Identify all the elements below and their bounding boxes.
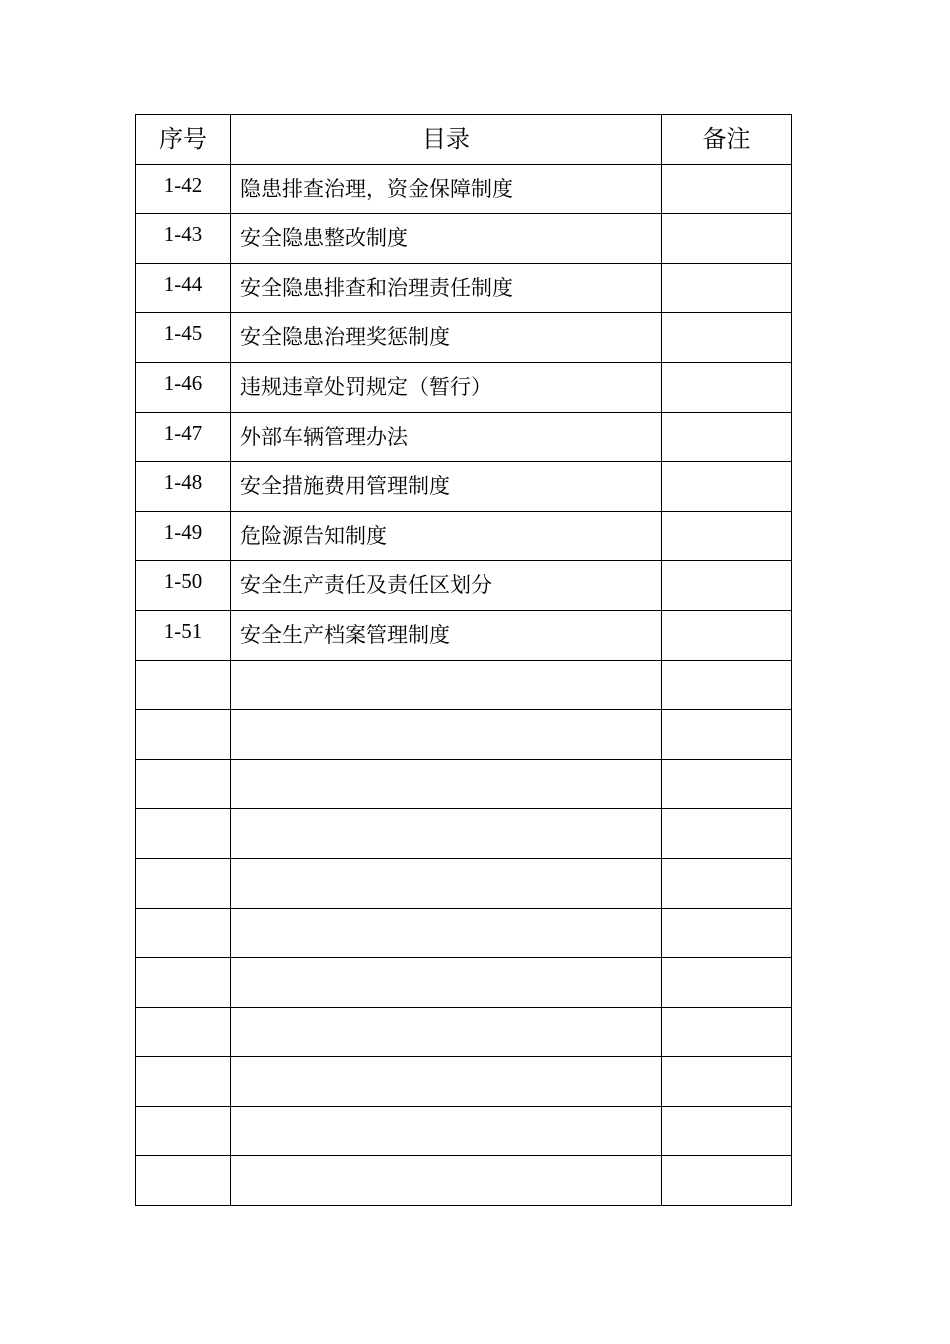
- row-title: [231, 908, 662, 958]
- row-remarks: [662, 660, 792, 710]
- row-remarks: [662, 908, 792, 958]
- row-title: [231, 1156, 662, 1206]
- row-remarks: [662, 710, 792, 760]
- row-remarks: [662, 610, 792, 660]
- row-serial-number: [136, 710, 231, 760]
- table-row: [136, 759, 792, 809]
- row-serial-number: [136, 1057, 231, 1107]
- row-remarks: [662, 362, 792, 412]
- row-remarks: [662, 214, 792, 264]
- row-serial-number: [136, 858, 231, 908]
- row-title: 安全隐患治理奖惩制度: [231, 313, 662, 363]
- table-row: [136, 561, 792, 611]
- row-serial-number: [136, 809, 231, 859]
- table-row: [136, 710, 792, 760]
- table-row: [136, 313, 792, 363]
- row-serial-number: [136, 958, 231, 1008]
- row-serial-number: 1-43: [136, 214, 231, 264]
- row-remarks: [662, 1106, 792, 1156]
- row-title: [231, 660, 662, 710]
- header-remarks: 备注: [662, 115, 792, 165]
- row-title: 危险源告知制度: [231, 511, 662, 561]
- row-serial-number: [136, 660, 231, 710]
- table-row: [136, 858, 792, 908]
- row-serial-number: 1-42: [136, 164, 231, 214]
- table-row: [136, 462, 792, 512]
- row-serial-number: 1-46: [136, 362, 231, 412]
- row-serial-number: 1-48: [136, 462, 231, 512]
- row-remarks: [662, 1156, 792, 1206]
- row-title: [231, 958, 662, 1008]
- row-serial-number: [136, 1156, 231, 1206]
- table-row: [136, 809, 792, 859]
- row-serial-number: [136, 908, 231, 958]
- row-title: 违规违章处罚规定（暂行）: [231, 362, 662, 412]
- row-serial-number: 1-47: [136, 412, 231, 462]
- row-remarks: [662, 511, 792, 561]
- table-row: [136, 362, 792, 412]
- table-row: [136, 1156, 792, 1206]
- row-title: 隐患排查治理，资金保障制度: [231, 164, 662, 214]
- row-remarks: [662, 313, 792, 363]
- table-row: [136, 412, 792, 462]
- row-remarks: [662, 809, 792, 859]
- row-title: [231, 759, 662, 809]
- row-title: 外部车辆管理办法: [231, 412, 662, 462]
- row-title: 安全措施费用管理制度: [231, 462, 662, 512]
- row-remarks: [662, 462, 792, 512]
- table-row: [136, 610, 792, 660]
- header-serial-number: 序号: [136, 115, 231, 165]
- row-remarks: [662, 561, 792, 611]
- row-title: [231, 1057, 662, 1107]
- row-title: [231, 710, 662, 760]
- row-remarks: [662, 412, 792, 462]
- row-serial-number: [136, 1007, 231, 1057]
- row-serial-number: 1-51: [136, 610, 231, 660]
- row-serial-number: 1-44: [136, 263, 231, 313]
- table-row: [136, 1007, 792, 1057]
- table-row: [136, 1106, 792, 1156]
- table-row: [136, 263, 792, 313]
- table-of-contents: [135, 114, 792, 1206]
- row-title: 安全隐患排查和治理责任制度: [231, 263, 662, 313]
- row-serial-number: [136, 759, 231, 809]
- row-title: [231, 858, 662, 908]
- table-row: [136, 660, 792, 710]
- row-title: 安全生产档案管理制度: [231, 610, 662, 660]
- table-row: [136, 958, 792, 1008]
- table-row: [136, 164, 792, 214]
- row-title: [231, 1106, 662, 1156]
- row-title: 安全隐患整改制度: [231, 214, 662, 264]
- row-serial-number: [136, 1106, 231, 1156]
- row-remarks: [662, 1007, 792, 1057]
- row-title: 安全生产责任及责任区划分: [231, 561, 662, 611]
- row-remarks: [662, 958, 792, 1008]
- table-row: [136, 1057, 792, 1107]
- table-body: [136, 164, 792, 1205]
- row-title: [231, 809, 662, 859]
- row-remarks: [662, 263, 792, 313]
- row-remarks: [662, 1057, 792, 1107]
- table-row: [136, 214, 792, 264]
- row-remarks: [662, 759, 792, 809]
- row-remarks: [662, 858, 792, 908]
- table-row: [136, 511, 792, 561]
- row-serial-number: 1-50: [136, 561, 231, 611]
- row-serial-number: 1-45: [136, 313, 231, 363]
- header-row: [136, 115, 792, 165]
- row-serial-number: 1-49: [136, 511, 231, 561]
- row-remarks: [662, 164, 792, 214]
- row-title: [231, 1007, 662, 1057]
- table-row: [136, 908, 792, 958]
- header-contents: 目录: [231, 115, 662, 165]
